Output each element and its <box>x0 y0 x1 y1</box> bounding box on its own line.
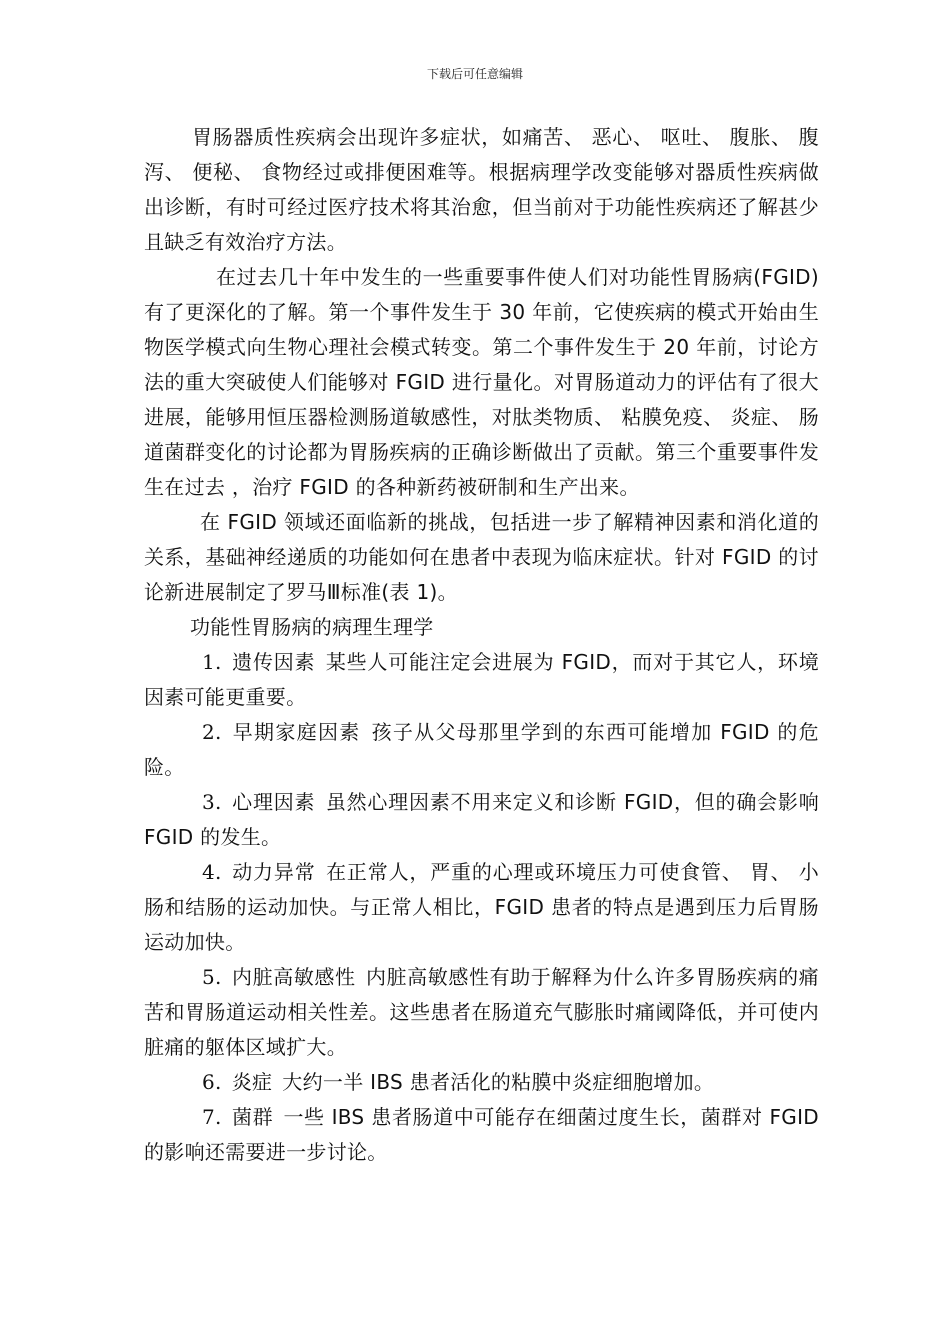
item-title: 心理因素 <box>231 790 316 814</box>
item-text: 虽然心理因素不用来定义和诊断 FGID，但的确会影响 FGID 的发生。 <box>144 790 819 849</box>
item-text: 内脏高敏感性有助于解释为什么许多胃肠疾病的痛苦和胃肠道运动相关性差。这些患者在肠道充气膨胀时痛阈降低，并可使内脏痛的躯体区域扩大。 <box>144 965 819 1059</box>
list-item-inflammation <box>144 1065 819 1100</box>
list-item-hypersensitivity <box>144 960 819 1065</box>
item-title: 早期家庭因素 <box>231 720 361 744</box>
item-title: 菌群 <box>231 1105 274 1129</box>
item-title: 炎症 <box>231 1070 273 1094</box>
list-item-family <box>144 715 819 785</box>
list-item-psychological <box>144 785 819 855</box>
list-item-microbiota <box>144 1100 819 1170</box>
item-text: 大约一半 IBS 患者活化的粘膜中炎症细胞增加。 <box>282 1070 715 1094</box>
section-heading: 功能性胃肠病的病理生理学 <box>190 615 434 639</box>
item-text: 孩子从父母那里学到的东西可能增加 FGID 的危险。 <box>144 720 819 779</box>
item-number: 5. <box>202 965 222 989</box>
item-number: 7. <box>202 1105 222 1129</box>
item-title: 内脏高敏感性 <box>231 965 356 989</box>
paragraph-challenges: 在 FGID 领域还面临新的挑战，包括进一步了解精神因素和消化道的关系，基础神经递质的功能如何在患者中表现为临床症状。针对 FGID 的讨论新进展制定了罗马Ⅲ标准(表 1)。 <box>144 510 819 604</box>
paragraph-intro: 胃肠器质性疾病会出现许多症状，如痛苦、 恶心、 呕吐、 腹胀、 腹泻、 便秘、 食物经过或排便困难等。根据病理学改变能够对器质性疾病做出诊断，有时可经过医疗技术将其治愈，但当前对于功能性疾病还了解甚少且缺乏有效治疗方法。 <box>144 125 819 254</box>
item-text: 一些 IBS 患者肠道中可能存在细菌过度生长，菌群对 FGID 的影响还需要进一步讨论。 <box>144 1105 819 1164</box>
item-number: 6. <box>202 1070 222 1094</box>
item-number: 1. <box>202 650 222 674</box>
item-title: 遗传因素 <box>231 650 316 674</box>
document-body <box>144 120 819 1170</box>
header-note: 下载后可任意编辑 <box>426 67 523 81</box>
paragraph-history: 在过去几十年中发生的一些重要事件使人们对功能性胃肠病(FGID)有了更深化的了解。第一个事件发生于 30 年前，它使疾病的模式开始由生物医学模式向生物心理社会模式转变。第二个事件发生于 20 年前，讨论方法的重大突破使人们能够对 FGID 进行量化。对胃肠道动力的评估有了很大进展，能够用恒压器检测肠道敏感性，对肽类物质、 粘膜免疫、 炎症、 肠道菌群变化的讨论都为胃肠疾病的正确诊断做出了贡献。第三个重要事件发生在过去 ，治疗 FGID 的各种新药被研制和生产出来。 <box>144 265 819 499</box>
item-title: 动力异常 <box>231 860 316 884</box>
item-number: 4. <box>202 860 222 884</box>
list-item-motility <box>144 855 819 960</box>
item-number: 3. <box>202 790 222 814</box>
list-item-genetic <box>144 645 819 715</box>
item-text: 某些人可能注定会进展为 FGID，而对于其它人，环境因素可能更重要。 <box>144 650 819 709</box>
item-number: 2. <box>202 720 222 744</box>
item-text: 在正常人，严重的心理或环境压力可使食管、 胃、 小肠和结肠的运动加快。与正常人相比，FGID 患者的特点是遇到压力后胃肠运动加快。 <box>144 860 820 954</box>
